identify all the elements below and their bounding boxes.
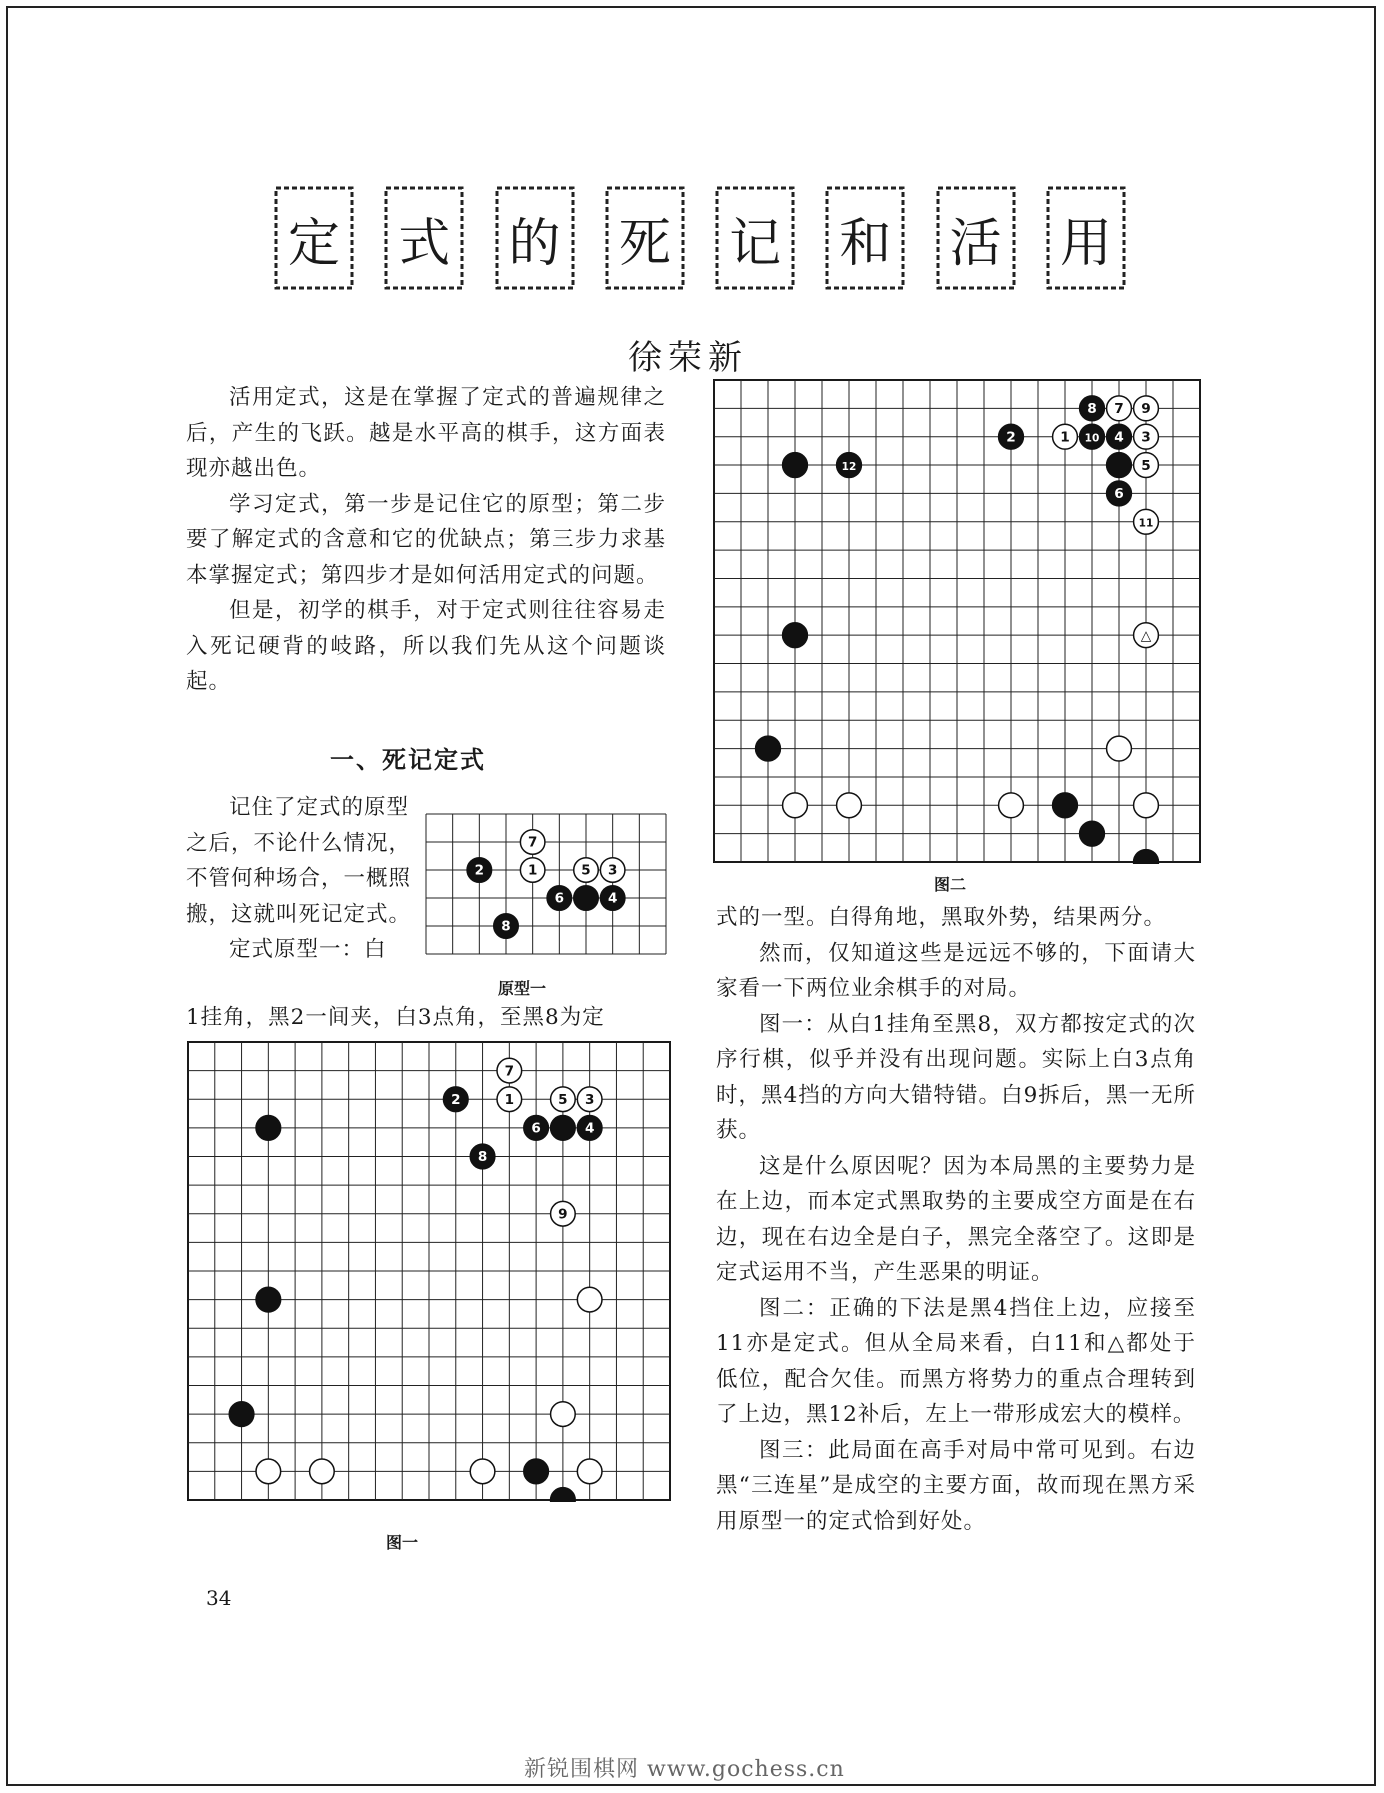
paragraph: 记住了定式的原型之后，不论什么情况，不管何种场合，一概照搬，这就叫死记定式。 (186, 795, 412, 927)
move-number: 3 (607, 862, 618, 879)
black-stone (756, 736, 781, 761)
paragraph: 图一：从白1挂角至黑8，双方都按定式的次序行棋，似乎并没有出现问题。实际上白3点角时，黑4挡的方向大错特错。白9拆后，黑一无所获。 (716, 1011, 1196, 1143)
white-stone (577, 1459, 602, 1484)
paragraph: 式的一型。白得角地，黑取外势，结果两分。 (716, 905, 1167, 930)
side-text (186, 790, 416, 968)
move-number: 1 (1060, 429, 1070, 446)
move-number: 5 (558, 1091, 568, 1108)
move-number: 2 (1006, 429, 1016, 446)
paragraph: 活用定式，这是在掌握了定式的普遍规律之后，产生的飞跃。越是水平高的棋手，这方面表现亦越出色。 (186, 385, 666, 481)
white-stone (551, 1402, 576, 1427)
paragraph: 学习定式，第一步是记住它的原型；第二步要了解定式的含意和它的优缺点；第三步力求基本掌握定式；第四步才是如何活用定式的问题。 (186, 491, 666, 588)
title-char: 定 (270, 182, 358, 294)
move-number: 3 (1141, 429, 1151, 446)
move-number: 5 (581, 862, 591, 879)
black-stone (229, 1402, 254, 1427)
move-number: 6 (531, 1120, 541, 1137)
move-number: 2 (474, 862, 485, 879)
title-char: 的 (491, 182, 579, 294)
black-stone (1080, 821, 1105, 846)
move-number: 7 (504, 1063, 515, 1080)
white-stone (837, 793, 862, 818)
move-number: 5 (1141, 457, 1151, 474)
white-stone (1107, 736, 1132, 761)
title-char: 死 (601, 182, 689, 294)
black-stone (551, 1116, 576, 1141)
white-stone (470, 1459, 495, 1484)
title-char: 记 (711, 182, 799, 294)
black-stone (256, 1116, 281, 1141)
title-char: 和 (821, 182, 909, 294)
move-number: 7 (1114, 401, 1124, 418)
white-stone (256, 1459, 281, 1484)
white-stone (577, 1287, 602, 1312)
move-number: 8 (501, 918, 511, 935)
prototype-diagram (424, 812, 670, 958)
black-stone (524, 1459, 549, 1484)
move-number: 1 (504, 1091, 515, 1108)
paragraph: 定式原型一：白 (229, 937, 387, 962)
move-number: 9 (558, 1206, 568, 1223)
article-title (270, 182, 1130, 302)
black-stone (574, 886, 599, 911)
paragraph: 但是，初学的棋手，对于定式则往往容易走入死记硬背的岐路，所以我们先从这个问题谈起。 (186, 598, 666, 694)
white-stone (310, 1459, 335, 1484)
move-number: 6 (554, 890, 565, 907)
page-number: 34 (206, 1586, 232, 1610)
white-stone (999, 793, 1024, 818)
paragraph: 图二：正确的下法是黑4挡住上边，应接至11亦是定式。但从全局来看，白11和△都处于低位，配合欠佳。而黑方将势力的重点合理转到了上边，黑12补后，左上一带形成宏大的模样。 (716, 1295, 1196, 1427)
body-text (716, 900, 1196, 1539)
white-stone (1134, 793, 1159, 818)
paragraph-continued: 1挂角，黑2一间夹，白3点角，至黑8为定 (186, 1005, 605, 1030)
figure-1-diagram (186, 1040, 672, 1502)
move-number: 2 (451, 1091, 461, 1108)
figure-1-caption: 图一 (386, 1533, 419, 1552)
paragraph: 然而，仅知道这些是远远不够的，下面请大家看一下两位业余棋手的对局。 (716, 940, 1196, 1001)
move-number: 4 (607, 890, 618, 907)
black-stone (1107, 453, 1132, 478)
title-char: 用 (1042, 182, 1130, 294)
black-stone (1053, 793, 1078, 818)
move-number: 7 (527, 834, 538, 851)
title-char: 活 (932, 182, 1020, 294)
move-number: 8 (477, 1149, 488, 1166)
paragraph: 图三：此局面在高手对局中常可见到。右边黑“三连星”是成空的主要方面，故而现在黑方采用原型一的定式恰到好处。 (716, 1437, 1196, 1534)
figure-2-caption: 图二 (934, 875, 967, 894)
prototype-caption: 原型一 (498, 979, 547, 998)
author-name: 徐荣新 (628, 338, 748, 378)
move-number: △ (1140, 627, 1152, 644)
paragraph: 这是什么原因呢？因为本局黑的主要势力是在上边，而本定式黑取势的主要成空方面是在右边，现在右边全是白子，黑完全落空了。这即是定式运用不当，产生恶果的明证。 (716, 1153, 1196, 1285)
move-number: 8 (1087, 401, 1097, 418)
black-stone (783, 623, 808, 648)
move-number: 12 (841, 460, 857, 473)
move-number: 4 (1114, 429, 1124, 446)
move-number: 3 (584, 1091, 595, 1108)
white-stone (783, 793, 808, 818)
move-number: 6 (1114, 486, 1124, 503)
move-number: 9 (1141, 401, 1151, 418)
black-stone (1134, 850, 1159, 864)
section-heading: 一、死记定式 (330, 746, 486, 774)
black-stone (551, 1488, 576, 1502)
intro-text (186, 380, 666, 700)
black-stone (256, 1287, 281, 1312)
move-number: 4 (584, 1120, 595, 1137)
title-char: 式 (380, 182, 468, 294)
move-number: 1 (527, 862, 538, 879)
move-number: 11 (1138, 517, 1154, 530)
move-number: 10 (1084, 432, 1100, 445)
footer-watermark: 新锐围棋网 www.gochess.cn (524, 1757, 845, 1782)
figure-2-diagram (712, 378, 1202, 864)
black-stone (783, 453, 808, 478)
